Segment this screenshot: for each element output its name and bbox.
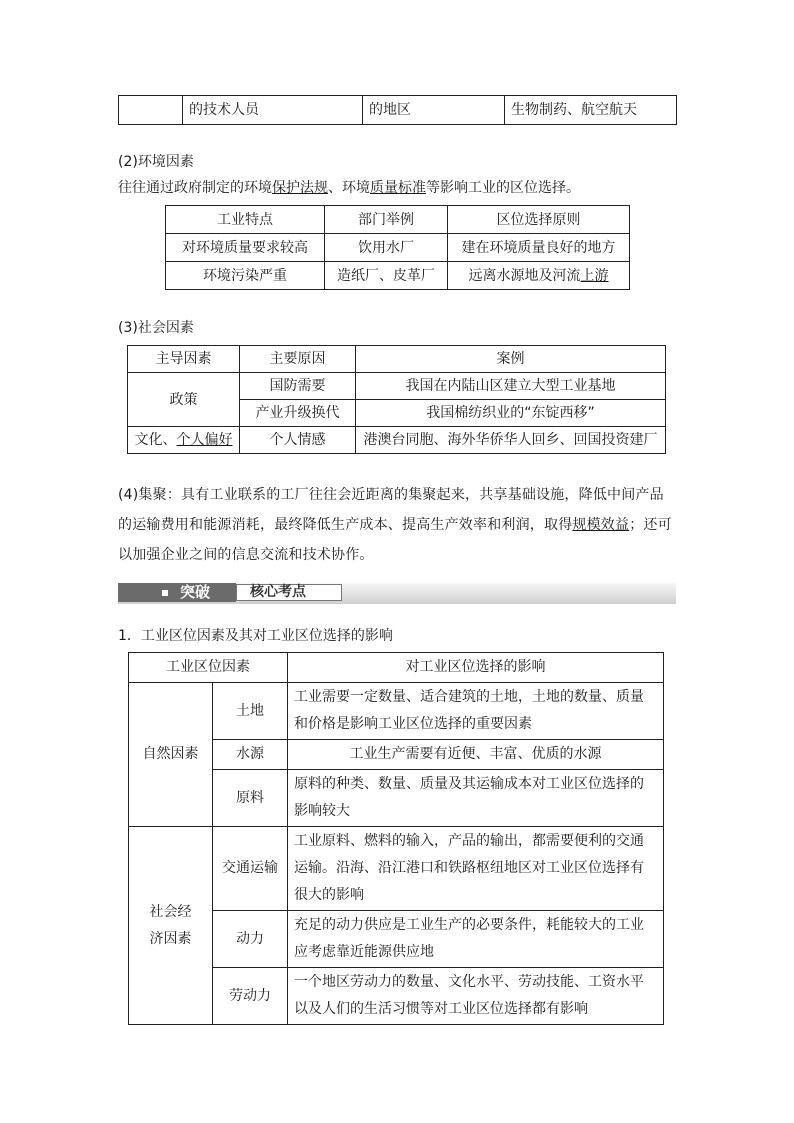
header-cell: 主导因素 <box>128 346 240 373</box>
table-cell: 土地 <box>213 683 288 740</box>
table-cell: 工业原料、燃料的输入，产品的输出，都需要便利的交通运输。沿海、沿江港口和铁路枢纽地区对工业区位选择有很大的影响 <box>288 827 664 911</box>
table-cell: 我国棉纺织业的“东锭西移” <box>356 400 666 427</box>
table-cell: 社会经济因素 <box>129 827 213 1025</box>
environment-table <box>165 205 630 290</box>
section-banner <box>118 580 676 604</box>
banner-title: 突破 <box>180 583 211 601</box>
table-cell: 一个地区劳动力的数量、文化水平、劳动技能、工资水平以及人们的生活习惯等对工业区位选择都有影响 <box>288 968 664 1025</box>
table-cell: 饮用水厂 <box>325 234 448 262</box>
table-cell: 动力 <box>213 911 288 968</box>
table-header-row <box>166 206 630 234</box>
header-cell: 区位选择原则 <box>448 206 630 234</box>
table-row <box>119 96 677 125</box>
table-cell: 文化、个人偏好 <box>128 427 240 454</box>
header-cell: 工业区位因素 <box>129 653 288 683</box>
table-cell: 港澳台同胞、海外华侨华人回乡、回国投资建厂 <box>356 427 666 454</box>
table-cell: 工业生产需要有近便、丰富、优质的水源 <box>288 740 664 770</box>
table-cell: 的地区 <box>363 96 505 125</box>
table-cell: 建在环境质量良好的地方 <box>448 234 630 262</box>
table-cell: 产业升级换代 <box>240 400 356 427</box>
square-bullet-icon <box>162 590 168 596</box>
table-row <box>166 234 630 262</box>
table-cell: 水源 <box>213 740 288 770</box>
header-cell: 主要原因 <box>240 346 356 373</box>
social-heading: (3)社会因素 <box>118 320 194 336</box>
table-cell <box>119 96 183 125</box>
table-cell: 的技术人员 <box>183 96 363 125</box>
table-cell: 原料 <box>213 770 288 827</box>
table-cell: 工业需要一定数量、适合建筑的土地，土地的数量、质量和价格是影响工业区位选择的重要因素 <box>288 683 664 740</box>
table-row <box>128 427 666 454</box>
table-header-row <box>129 653 664 683</box>
table-row <box>129 683 664 740</box>
table-cell: 政策 <box>128 373 240 427</box>
location-factors-table <box>128 652 664 1025</box>
table-cell: 国防需要 <box>240 373 356 400</box>
continued-table <box>118 95 677 125</box>
table-cell: 劳动力 <box>213 968 288 1025</box>
table-cell: 对环境质量要求较高 <box>166 234 325 262</box>
table-cell: 交通运输 <box>213 827 288 911</box>
agglomeration-paragraph: (4)集聚：具有工业联系的工厂往往会近距离的集聚起来，共享基础设施，降低中间产品的运输费用和能源消耗，最终降低生产成本、提高生产效率和利润，取得规模效益；还可以加强企业之间的信息交流和技术协作。 <box>118 487 672 563</box>
header-cell: 工业特点 <box>166 206 325 234</box>
table-row <box>166 262 630 290</box>
table-cell: 远离水源地及河流上游 <box>448 262 630 290</box>
table-cell: 自然因素 <box>129 683 213 827</box>
table-cell: 充足的动力供应是工业生产的必要条件，耗能较大的工业应考虑靠近能源供应地 <box>288 911 664 968</box>
table-cell: 生物制药、航空航天 <box>505 96 677 125</box>
banner-subtitle: 核心考点 <box>250 584 306 600</box>
header-cell: 案例 <box>356 346 666 373</box>
table-row <box>129 827 664 911</box>
env-heading: (2)环境因素 <box>118 154 194 170</box>
table-cell: 个人情感 <box>240 427 356 454</box>
table-cell: 我国在内陆山区建立大型工业基地 <box>356 373 666 400</box>
table-cell: 环境污染严重 <box>166 262 325 290</box>
social-table <box>127 345 666 454</box>
table-cell: 造纸厂、皮革厂 <box>325 262 448 290</box>
header-cell: 部门举例 <box>325 206 448 234</box>
section1-heading: 1．工业区位因素及其对工业区位选择的影响 <box>118 628 393 644</box>
table-row <box>128 373 666 400</box>
env-paragraph: 往往通过政府制定的环境保护法规、环境质量标准等影响工业的区位选择。 <box>118 180 580 196</box>
header-cell: 对工业区位选择的影响 <box>288 653 664 683</box>
table-header-row <box>128 346 666 373</box>
table-cell: 原料的种类、数量、质量及其运输成本对工业区位选择的影响较大 <box>288 770 664 827</box>
